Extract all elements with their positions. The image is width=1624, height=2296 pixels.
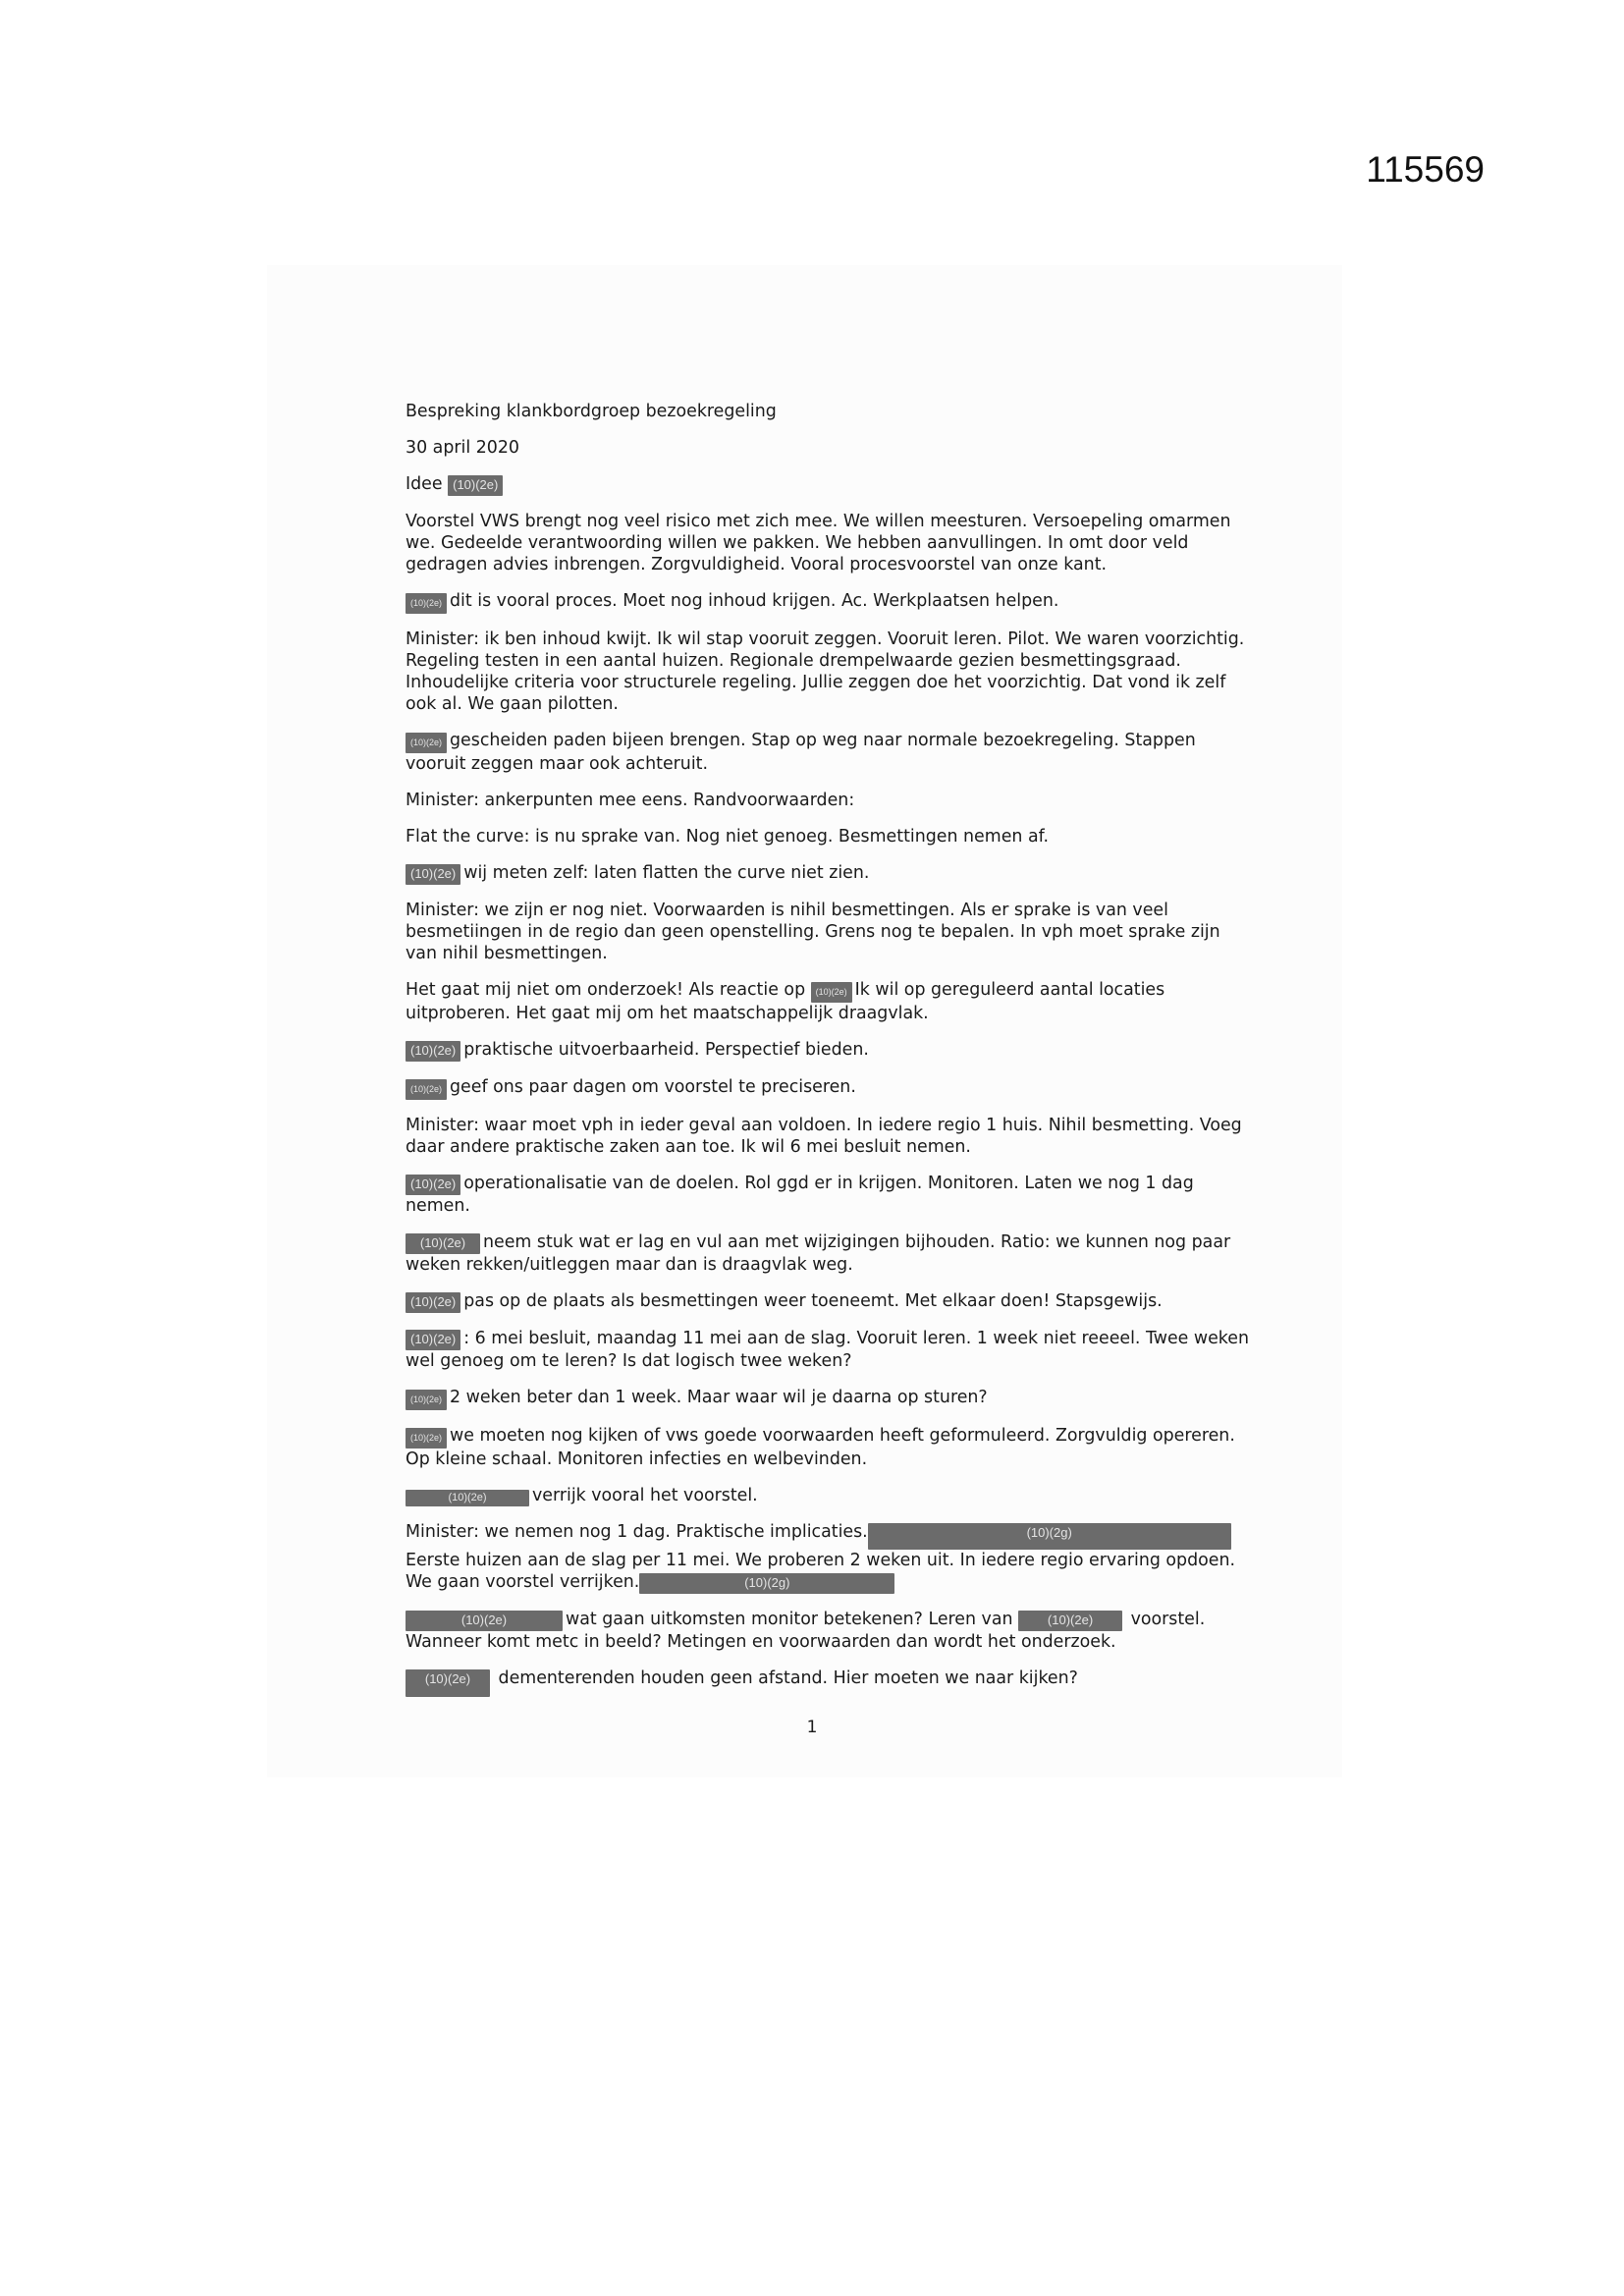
paragraph: (10)(2e) neem stuk wat er lag en vul aan met wijzigingen bijhouden. Ratio: we kunnen nog paar weken rekken/uitleggen maar dan is draagvlak weg. [406,1232,1231,1275]
meeting-notes [406,401,1250,1712]
paragraph: (10)(2e) operationalisatie van de doelen. Rol ggd er in krijgen. Monitoren. Laten we nog 1 dag nemen. [406,1174,1194,1216]
redaction-block: (10)(2e) [406,1041,460,1062]
paragraph: (10)(2e) geef ons paar dagen om voorstel te preciseren. [406,1076,1250,1100]
redaction-block: (10)(2g) [639,1573,894,1594]
redaction-block: (10)(2e) [406,1175,460,1195]
redaction-block: (10)(2e) [406,1669,490,1697]
document-date: 30 april 2020 [406,438,519,458]
paragraph: (10)(2e) verrijk vooral het voorstel. [406,1485,1250,1506]
idee-line [406,473,1250,496]
paragraph: Minister: we nemen nog 1 dag. Praktische implicaties. (10)(2g) Eerste huizen aan de slag per 11 mei. We proberen 2 weken uit. In iedere regio ervaring opdoen. We gaan voorstel verrijken. (10)(2g) [406,1522,1236,1592]
paragraph: (10)(2e) pas op de plaats als besmettingen weer toeneemt. Met elkaar doen! Stapsgewijs. [406,1290,1250,1313]
idee-label: Idee [406,474,443,494]
paragraph: Minister: waar moet vph in ieder geval aan voldoen. In iedere regio 1 huis. Nihil besmetting. Voeg daar andere praktische zaken aan toe. Ik wil 6 mei besluit nemen. [406,1116,1242,1157]
redaction-block: (10)(2e) [406,593,447,614]
paragraph: (10)(2e) dementerenden houden geen afstand. Hier moeten we naar kijken? [406,1667,1250,1697]
paragraph: Flat the curve: is nu sprake van. Nog niet genoeg. Besmettingen nemen af. [406,827,1049,847]
redaction-block: (10)(2e) [406,864,460,885]
paragraph: Voorstel VWS brengt nog veel risico met zich mee. We willen meesturen. Versoepeling omarmen we. Gedeelde verantwoording willen we pakken. We hebben aanvullingen. In omt door veld gedragen advies inbrengen. Zorgvuldigheid. Vooral procesvoorstel van onze kant. [406,512,1231,574]
paragraph: (10)(2e) wat gaan uitkomsten monitor betekenen? Leren van (10)(2e) voorstel. Wanneer komt metc in beeld? Metingen en voorwaarden dan wordt het onderzoek. [406,1610,1206,1652]
paragraph: (10)(2e) 2 weken beter dan 1 week. Maar waar wil je daarna op sturen? [406,1387,1250,1410]
paragraph: Minister: ankerpunten mee eens. Randvoorwaarden: [406,791,855,810]
paragraph: (10)(2e) : 6 mei besluit, maandag 11 mei aan de slag. Vooruit leren. 1 week niet reeeel. Twee weken wel genoeg om te leren? Is dat logisch twee weken? [406,1329,1249,1371]
redaction-block: (10)(2e) [1018,1611,1122,1631]
paragraph: (10)(2e) gescheiden paden bijeen brengen. Stap op weg naar normale bezoekregeling. Stappen vooruit zeggen maar ook achteruit. [406,731,1196,774]
redaction-block: (10)(2g) [868,1523,1231,1550]
redaction-block: (10)(2e) [406,1292,460,1313]
paragraph: Het gaat mij niet om onderzoek! Als reactie op (10)(2e) Ik wil op gereguleerd aantal locaties uitproberen. Het gaat mij om het maatschappelijk draagvlak. [406,980,1165,1023]
redaction-block: (10)(2e) [406,1428,447,1449]
page-number: 1 [806,1718,818,1737]
document-number: 115569 [1366,149,1485,190]
redaction-block: (10)(2e) [811,982,852,1003]
redaction-block: (10)(2e) [448,475,503,496]
paragraph: (10)(2e) dit is vooral proces. Moet nog inhoud krijgen. Ac. Werkplaatsen helpen. [406,590,1250,614]
paragraph: (10)(2e) wij meten zelf: laten flatten the curve niet zien. [406,862,1250,885]
redaction-block: (10)(2e) [406,1390,447,1410]
redaction-block: (10)(2e) [406,1233,480,1254]
redaction-block: (10)(2e) [406,1490,529,1506]
redaction-block: (10)(2e) [406,1079,447,1100]
redaction-block: (10)(2e) [406,733,447,753]
paragraph: (10)(2e) praktische uitvoerbaarheid. Perspectief bieden. [406,1039,1250,1062]
document-title: Bespreking klankbordgroep bezoekregeling [406,402,777,421]
paragraph: Minister: we zijn er nog niet. Voorwaarden is nihil besmettingen. Als er sprake is van veel besmetiingen in de regio dan geen openstelling. Grens nog te bepalen. In vph moet sprake zijn van nihil besmettingen. [406,901,1220,963]
redaction-block: (10)(2e) [406,1330,460,1350]
paragraph: Minister: ik ben inhoud kwijt. Ik wil stap vooruit zeggen. Vooruit leren. Pilot. We waren voorzichtig. Regeling testen in een aantal huizen. Regionale drempelwaarde gezien besmettingsgraad. Inhoudelijke criteria voor structurele regeling. Jullie zeggen doe het voorzichtig. Dat vond ik zelf ook al. We gaan pilotten. [406,629,1245,714]
redaction-block: (10)(2e) [406,1611,563,1631]
paragraph: (10)(2e) we moeten nog kijken of vws goede voorwaarden heeft geformuleerd. Zorgvuldig opereren. Op kleine schaal. Monitoren infecties en welbevinden. [406,1426,1235,1469]
